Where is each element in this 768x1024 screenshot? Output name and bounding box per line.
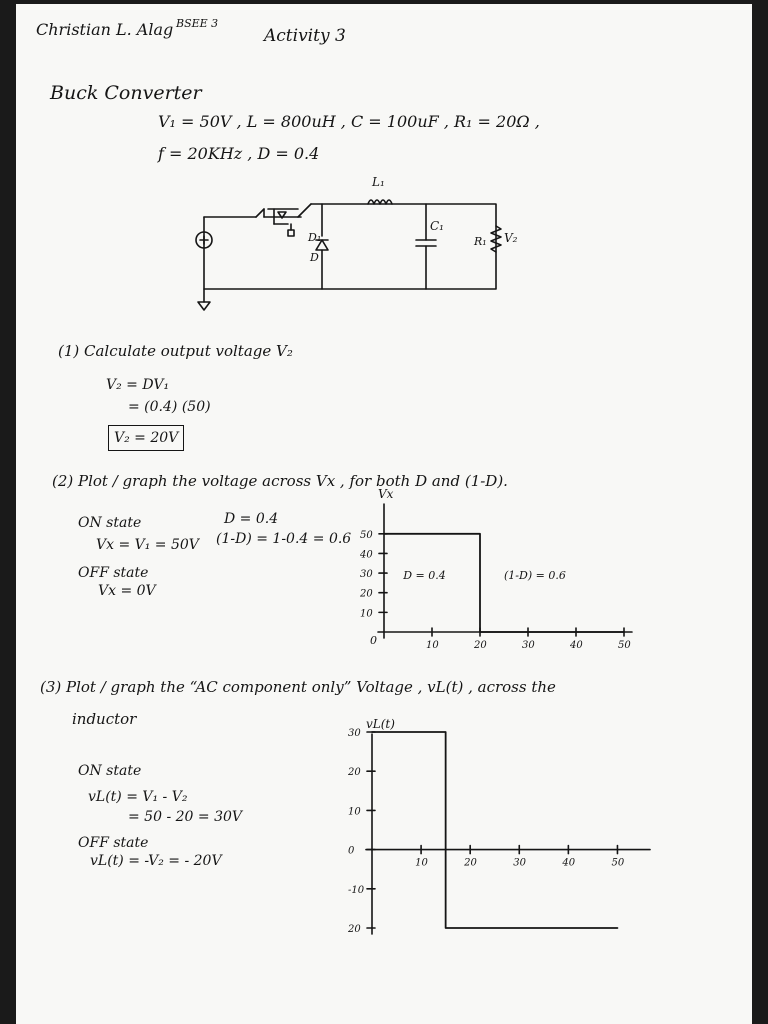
q3-question-continued: inductor	[72, 710, 137, 728]
y-tick-label: 40	[360, 549, 373, 561]
q1-step-1: V₂ = DV₁	[106, 377, 170, 393]
q3-on-equation-2: = 50 - 20 = 30V	[128, 809, 242, 825]
x-tick-label: 40	[570, 640, 583, 651]
worksheet	[16, 4, 752, 1024]
y-axis-label: vL(t)	[366, 717, 395, 731]
given-line-1: V₁ = 50V , L = 800uH , C = 100uF , R₁ = 20Ω ,	[158, 112, 540, 131]
region-annotation: (1-D) = 0.6	[504, 568, 566, 582]
origin-label: 0	[370, 634, 377, 647]
q2-d-value: D = 0.4	[224, 511, 279, 527]
y-tick-label: 20	[348, 767, 361, 779]
y-tick-label: 20	[360, 588, 373, 600]
q3-off-equation: vL(t) = -V₂ = - 20V	[90, 853, 222, 869]
diode-d-label: D	[310, 251, 319, 264]
output-voltage-label: V₂	[504, 231, 518, 245]
q3-on-equation-1: vL(t) = V₁ - V₂	[88, 789, 188, 805]
x-tick-label: 30	[522, 640, 535, 651]
x-tick-label: 30	[513, 857, 527, 869]
q1-question: (1) Calculate output voltage V₂	[58, 342, 293, 360]
x-tick-label: 20	[474, 640, 487, 651]
y-tick-label: 10	[348, 806, 361, 818]
q2-off-label: OFF state	[78, 565, 149, 581]
q2-question: (2) Plot / graph the voltage across Vx , for both D and (1-D).	[52, 472, 508, 490]
q2-one-minus-d: (1-D) = 1-0.4 = 0.6	[216, 531, 352, 547]
activity-title: Activity 3	[264, 26, 346, 46]
x-tick-label: 10	[426, 640, 439, 651]
region-annotation: D = 0.4	[403, 568, 446, 582]
x-tick-label: 40	[562, 857, 576, 869]
waveform-line	[372, 732, 617, 928]
y-tick-label: 50	[360, 529, 373, 541]
y-axis-label: Vx	[378, 487, 394, 501]
q2-off-equation: Vx = 0V	[98, 583, 156, 599]
capacitor-label: C₁	[430, 219, 444, 233]
q3-on-label: ON state	[78, 763, 142, 779]
q2-on-label: ON state	[78, 515, 142, 531]
q1-step-2: = (0.4) (50)	[128, 399, 211, 415]
q1-answer: V₂ = 20V	[114, 430, 179, 446]
section-label: BSEE 3	[176, 17, 219, 30]
topic-title: Buck Converter	[50, 82, 202, 104]
y-tick-label: 30	[348, 728, 361, 739]
y-tick-label: -10	[348, 884, 365, 896]
diode-label: D₁	[308, 231, 322, 244]
x-tick-label: 20	[464, 857, 477, 869]
q3-off-label: OFF state	[78, 835, 149, 851]
q3-question: (3) Plot / graph the “AC component only” Voltage , vL(t) , across the	[40, 678, 556, 696]
q2-on-equation: Vx = V₁ = 50V	[96, 537, 199, 553]
student-name: Christian L. Alag	[36, 20, 174, 39]
given-line-2: f = 20KHz , D = 0.4	[158, 144, 320, 163]
x-tick-label: 10	[415, 857, 428, 869]
y-tick-label: 30	[360, 569, 373, 581]
resistor-label: R₁	[474, 235, 487, 248]
y-tick-label: 10	[360, 608, 373, 620]
y-tick-label: 20	[348, 924, 361, 935]
y-tick-label: 0	[348, 845, 355, 857]
x-tick-label: 50	[618, 640, 631, 651]
x-tick-label: 50	[611, 857, 625, 869]
inductor-label: L₁	[372, 175, 385, 189]
vl-graph	[16, 4, 752, 1024]
